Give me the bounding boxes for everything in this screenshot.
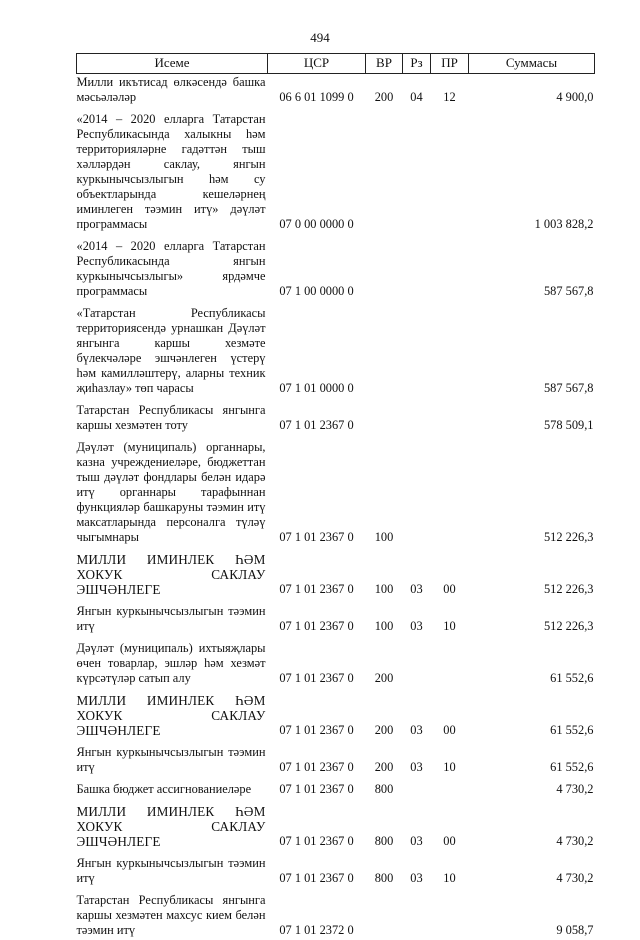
row-sum: 9 058,7 (469, 888, 595, 940)
header-pr: ПР (431, 54, 469, 74)
row-sum: 587 567,8 (469, 301, 595, 398)
row-csr: 07 1 01 2367 0 (268, 547, 366, 599)
row-pr: 00 (431, 688, 469, 740)
row-pr (431, 398, 469, 435)
table-row (77, 851, 595, 888)
header-csr: ЦСР (268, 54, 366, 74)
row-csr: 07 1 01 2367 0 (268, 851, 366, 888)
row-vr (366, 398, 403, 435)
row-rz (403, 398, 431, 435)
row-pr: 00 (431, 547, 469, 599)
table-row (77, 636, 595, 688)
row-rz (403, 301, 431, 398)
row-rz: 03 (403, 547, 431, 599)
row-rz: 03 (403, 740, 431, 777)
row-pr (431, 777, 469, 799)
row-vr: 800 (366, 799, 403, 851)
row-pr: 00 (431, 799, 469, 851)
row-rz (403, 888, 431, 940)
row-sum: 512 226,3 (469, 599, 595, 636)
row-name: Янгын куркынычсызлыгын тәэмин итү (77, 851, 268, 888)
row-csr: 07 1 01 2367 0 (268, 799, 366, 851)
row-csr: 07 1 01 2367 0 (268, 688, 366, 740)
row-rz: 03 (403, 851, 431, 888)
row-sum: 4 900,0 (469, 74, 595, 108)
row-sum: 512 226,3 (469, 435, 595, 547)
header-sum: Суммасы (469, 54, 595, 74)
row-rz: 04 (403, 74, 431, 108)
page-number: 494 (0, 30, 640, 46)
row-vr: 800 (366, 777, 403, 799)
row-vr: 200 (366, 636, 403, 688)
row-name: Янгын куркынычсызлыгын тәэмин итү (77, 740, 268, 777)
table-row (77, 888, 595, 940)
row-csr: 07 1 00 0000 0 (268, 234, 366, 301)
table-row (77, 435, 595, 547)
row-vr (366, 301, 403, 398)
row-name: Дәүләт (муниципаль) органнары, казна учреждениеләре, бюджеттан тыш дәүләт фондлары белән идарә итү органнары тарафыннан функцияләр башкаруны тәэмин итү максатларында персоналга түләү чыгымнары (77, 435, 268, 547)
row-vr (366, 888, 403, 940)
row-csr: 07 1 01 0000 0 (268, 301, 366, 398)
table-row (77, 547, 595, 599)
row-pr (431, 888, 469, 940)
table-row (77, 301, 595, 398)
row-rz (403, 777, 431, 799)
row-vr: 200 (366, 688, 403, 740)
row-vr: 100 (366, 547, 403, 599)
row-pr: 12 (431, 74, 469, 108)
table-row (77, 688, 595, 740)
row-name: «Татарстан Республикасы территориясендә урнашкан Дәүләт янгынга каршы хезмәте бүлекчәләре эшчәнлеген үстерү һәм камилләштерү, аларны техник җиһазлау» төп чарасы (77, 301, 268, 398)
row-name: Дәүләт (муниципаль) ихтыяҗлары өчен товарлар, эшләр һәм хезмәт күрсәтүләр сатып алу (77, 636, 268, 688)
row-name: МИЛЛИ ИМИНЛЕК ҺӘМ ХОКУК САКЛАУ ЭШЧӘНЛЕГЕ (77, 547, 268, 599)
table-row (77, 599, 595, 636)
row-sum: 61 552,6 (469, 740, 595, 777)
row-sum: 578 509,1 (469, 398, 595, 435)
row-csr: 07 1 01 2367 0 (268, 777, 366, 799)
row-rz: 03 (403, 688, 431, 740)
row-rz: 03 (403, 799, 431, 851)
row-rz (403, 107, 431, 234)
row-pr: 10 (431, 851, 469, 888)
row-pr (431, 435, 469, 547)
row-pr: 10 (431, 599, 469, 636)
row-name: «2014 – 2020 елларга Татарстан Республикасында халыкны һәм территорияләрне гадәттән тыш хәлләрдән саклау, янгын куркынычсызлыгын һәм су объектларында кешеләрнең иминлеген тәэмин итү» дәүләт программасы (77, 107, 268, 234)
table-body (77, 74, 595, 940)
row-vr: 100 (366, 599, 403, 636)
row-csr: 07 0 00 0000 0 (268, 107, 366, 234)
row-vr: 100 (366, 435, 403, 547)
row-vr (366, 107, 403, 234)
row-vr: 200 (366, 74, 403, 108)
header-vr: ВР (366, 54, 403, 74)
row-name: Татарстан Республикасы янгынга каршы хезмәтен махсус кием белән тәэмин итү (77, 888, 268, 940)
table-row (77, 799, 595, 851)
row-sum: 4 730,2 (469, 777, 595, 799)
row-sum: 4 730,2 (469, 851, 595, 888)
table-row (77, 234, 595, 301)
row-rz (403, 636, 431, 688)
row-vr: 800 (366, 851, 403, 888)
row-vr: 200 (366, 740, 403, 777)
row-name: Янгын куркынычсызлыгын тәэмин итү (77, 599, 268, 636)
row-csr: 07 1 01 2367 0 (268, 435, 366, 547)
row-sum: 61 552,6 (469, 688, 595, 740)
row-sum: 61 552,6 (469, 636, 595, 688)
row-csr: 07 1 01 2367 0 (268, 398, 366, 435)
row-name: «2014 – 2020 елларга Татарстан Республикасында янгын куркынычсызлыгы» ярдәмче программасы (77, 234, 268, 301)
header-rz: Рз (403, 54, 431, 74)
table-row (77, 398, 595, 435)
row-csr: 07 1 01 2367 0 (268, 740, 366, 777)
row-pr (431, 234, 469, 301)
row-rz: 03 (403, 599, 431, 636)
row-vr (366, 234, 403, 301)
row-name: Милли икътисад өлкәсендә башка мәсьәләләр (77, 74, 268, 108)
row-name: Башка бюджет ассигнованиеләре (77, 777, 268, 799)
row-pr (431, 107, 469, 234)
table-row (77, 740, 595, 777)
row-pr (431, 301, 469, 398)
table-row (77, 107, 595, 234)
row-rz (403, 435, 431, 547)
table-row (77, 74, 595, 108)
row-sum: 1 003 828,2 (469, 107, 595, 234)
row-name: МИЛЛИ ИМИНЛЕК ҺӘМ ХОКУК САКЛАУ ЭШЧӘНЛЕГЕ (77, 688, 268, 740)
row-pr: 10 (431, 740, 469, 777)
row-csr: 07 1 01 2372 0 (268, 888, 366, 940)
row-sum: 4 730,2 (469, 799, 595, 851)
row-name: Татарстан Республикасы янгынга каршы хезмәтен тоту (77, 398, 268, 435)
table-row (77, 777, 595, 799)
header-name: Исеме (77, 54, 268, 74)
row-csr: 07 1 01 2367 0 (268, 599, 366, 636)
row-sum: 587 567,8 (469, 234, 595, 301)
row-pr (431, 636, 469, 688)
row-csr: 07 1 01 2367 0 (268, 636, 366, 688)
budget-table (76, 53, 595, 940)
row-name: МИЛЛИ ИМИНЛЕК ҺӘМ ХОКУК САКЛАУ ЭШЧӘНЛЕГЕ (77, 799, 268, 851)
table-header (77, 54, 595, 74)
row-rz (403, 234, 431, 301)
row-csr: 06 6 01 1099 0 (268, 74, 366, 108)
row-sum: 512 226,3 (469, 547, 595, 599)
